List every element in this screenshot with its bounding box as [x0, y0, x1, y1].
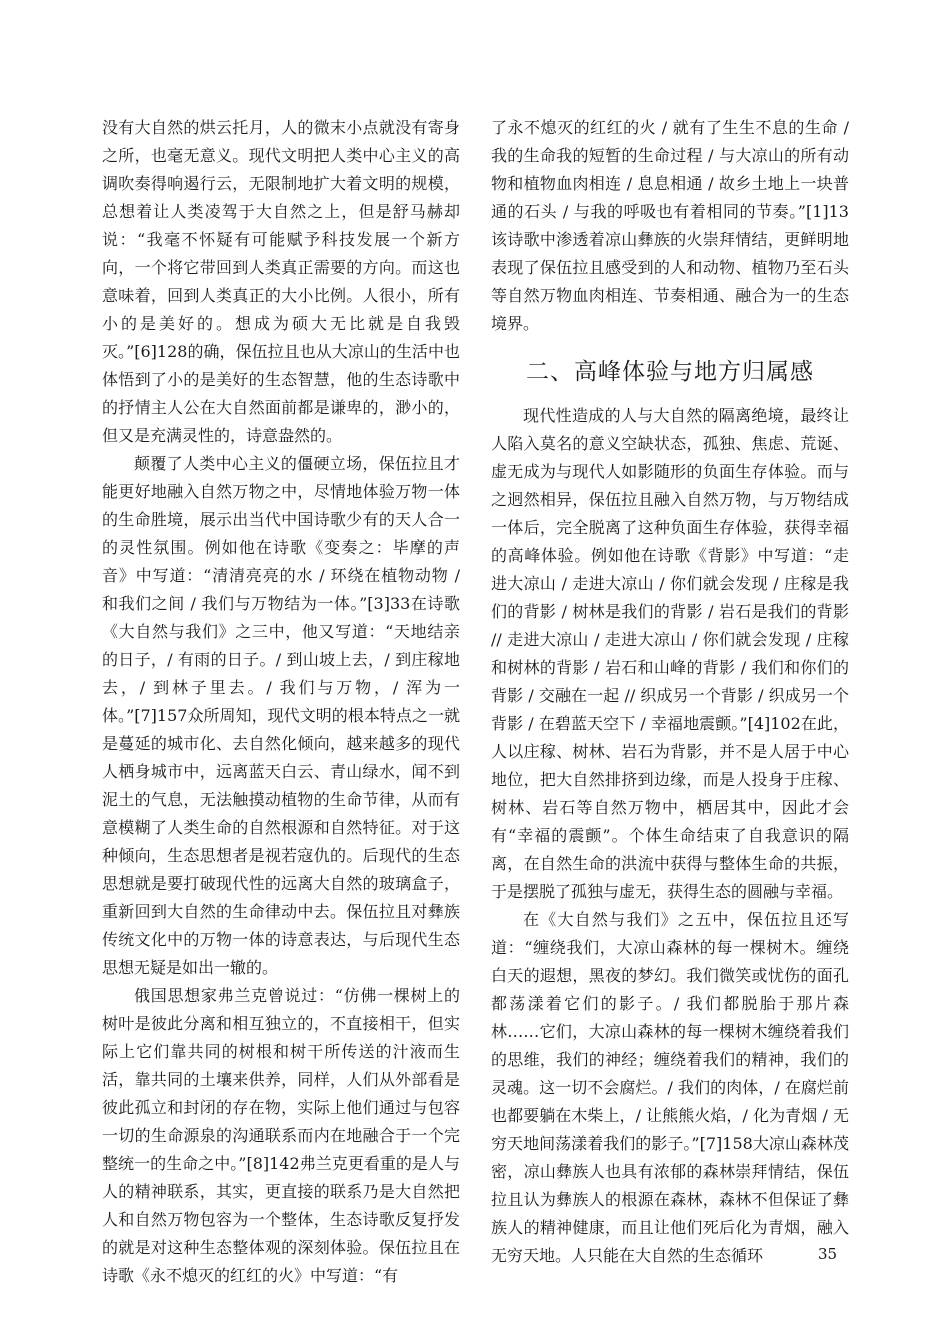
paragraph: 没有大自然的烘云托月，人的微末小点就没有寄身之所，也毫无意义。现代文明把人类中心主义的高调吹奏得响遏行云，无限制地扩大着文明的规模，总想着让人类凌驾于大自然之上，但是舒马赫却说：“我毫不怀疑有可能赋予科技发展一个新方向，一个将它带回到人类真正需要的方向。而这也意味着，回到人类真正的大小比例。人很小，所有小的是美好的。想成为硕大无比就是自我毁灭。”[6]128的确，保伍拉且也从大凉山的生活中也体悟到了小的是美好的生态智慧，他的生态诗歌中的抒情主人公在大自然面前都是谦卑的，渺小的，但又是充满灵性的，诗意盎然的。: [102, 118, 460, 445]
paragraph: 了永不熄灭的红红的火 / 就有了生生不息的生命 / 我的生命我的短暂的生命过程 / 与大凉山的所有动物和植物血肉相连 / 息息相通 / 故乡土地上一块普通的石头 / 与我的呼吸也有着相同的节奏。”[1]13该诗歌中渗透着凉山彝族的火崇拜情结，更鲜明地表现了保伍拉且感受到的人和动物、植物乃至石头等自然万物血肉相连、节奏相通、融合为一的生态境界。: [491, 118, 849, 333]
right-column: [491, 114, 849, 1270]
paragraph: 现代性造成的人与大自然的隔离绝境，最终让人陷入莫名的意义空缺状态，孤独、焦虑、荒诞、虚无成为与现代人如影随形的负面生存体验。而与之迥然相异，保伍拉且融入自然万物，与万物结成一体后，完全脱离了这种负面生存体验，获得幸福的高峰体验。例如他在诗歌《背影》中写道：“走进大凉山 / 走进大凉山 / 你们就会发现 / 庄稼是我们的背影 / 树林是我们的背影 / 岩石是我们的背影 // 走进大凉山 / 走进大凉山 / 你们就会发现 / 庄稼和树林的背影 / 岩石和山峰的背影 / 我们和你们的背影 / 交融在一起 // 织成另一个背影 / 织成另一个背影 / 在碧蓝天空下 / 幸福地震颤。”[4]102在此，人以庄稼、树林、岩石为背影，并不是人居于中心地位，把大自然排挤到边缘，而是人投身于庄稼、树林、岩石等自然万物中，栖居其中，因此才会有“幸福的震颤”。个体生命结束了自我意识的隔离，在自然生命的洪流中获得与整体生命的共振，于是摆脱了孤独与虚无，获得生态的圆融与幸福。: [491, 406, 849, 901]
page-number: 35: [818, 1245, 838, 1263]
paragraph: 俄国思想家弗兰克曾说过：“仿佛一棵树上的树叶是彼此分离和相互独立的，不直接相干，但实际上它们靠共同的树根和树干所传送的汁液而生活，靠共同的土壤来供养，同样，人们从外部看是彼此孤立和封闭的存在物，实际上他们通过与包容一切的生命源泉的沟通联系而内在地融合于一个完整统一的生命之中。”[8]142弗兰克更看重的是人与人的精神联系，其实，更直接的联系乃是大自然把人和自然万物包容为一个整体，生态诗歌反复抒发的就是对这种生态整体观的深刻体验。保伍拉且在诗歌《永不熄灭的红红的火》中写道：“有: [102, 986, 460, 1285]
paragraph: 在《大自然与我们》之五中，保伍拉且还写道：“缠绕我们，大凉山森林的每一棵树木。缠绕白天的遐想，黑夜的梦幻。我们微笑或忧伤的面孔都荡漾着它们的影子。/ 我们都脱胎于那片森林……它们，大凉山森林的每一棵树木缠绕着我们的思维，我们的神经；缠绕着我们的精神，我们的灵魂。这一切不会腐烂。/ 我们的肉体，/ 在腐烂前也都要躺在木柴上，/ 让熊熊火焰，/ 化为青烟 / 无穷天地间荡漾着我们的影子。”[7]158大凉山森林茂密，凉山彝族人也具有浓郁的森林崇拜情结，保伍拉且认为彝族人的根源在森林，森林不但保证了彝族人的精神健康，而且让他们死后化为青烟，融入无穷天地。人只能在大自然的生态循环: [491, 910, 849, 1265]
section-title: 二、高峰体验与地方归属感: [526, 359, 814, 385]
paragraph: 颠覆了人类中心主义的僵硬立场，保伍拉且才能更好地融入自然万物之中，尽情地体验万物一体的生命胜境，展示出当代中国诗歌少有的天人合一的灵性氛围。例如他在诗歌《变奏之：毕摩的声音》中写道：“清清亮亮的水 / 环绕在植物动物 / 和我们之间 / 我们与万物结为一体。”[3]33在诗歌《大自然与我们》之三中，他又写道：“天地结亲的日子，/ 有雨的日子。/ 到山坡上去，/ 到庄稼地去，/ 到林子里去。/ 我们与万物，/ 浑为一体。”[7]157众所周知，现代文明的根本特点之一就是蔓延的城市化、去自然化倾向，越来越多的现代人栖身城市中，远离蓝天白云、青山绿水，闻不到泥土的气息，无法触摸动植物的生命节律，从而有意模糊了人类生命的自然根源和自然特征。对于这种倾向，生态思想者是视若寇仇的。后现代的生态思想就是要打破现代性的远离大自然的玻璃盒子，重新回到大自然的生命律动中去。保伍拉且对彝族传统文化中的万物一体的诗意表达，与后现代生态思想无疑是如出一辙的。: [102, 454, 460, 977]
left-column: [102, 114, 460, 1290]
